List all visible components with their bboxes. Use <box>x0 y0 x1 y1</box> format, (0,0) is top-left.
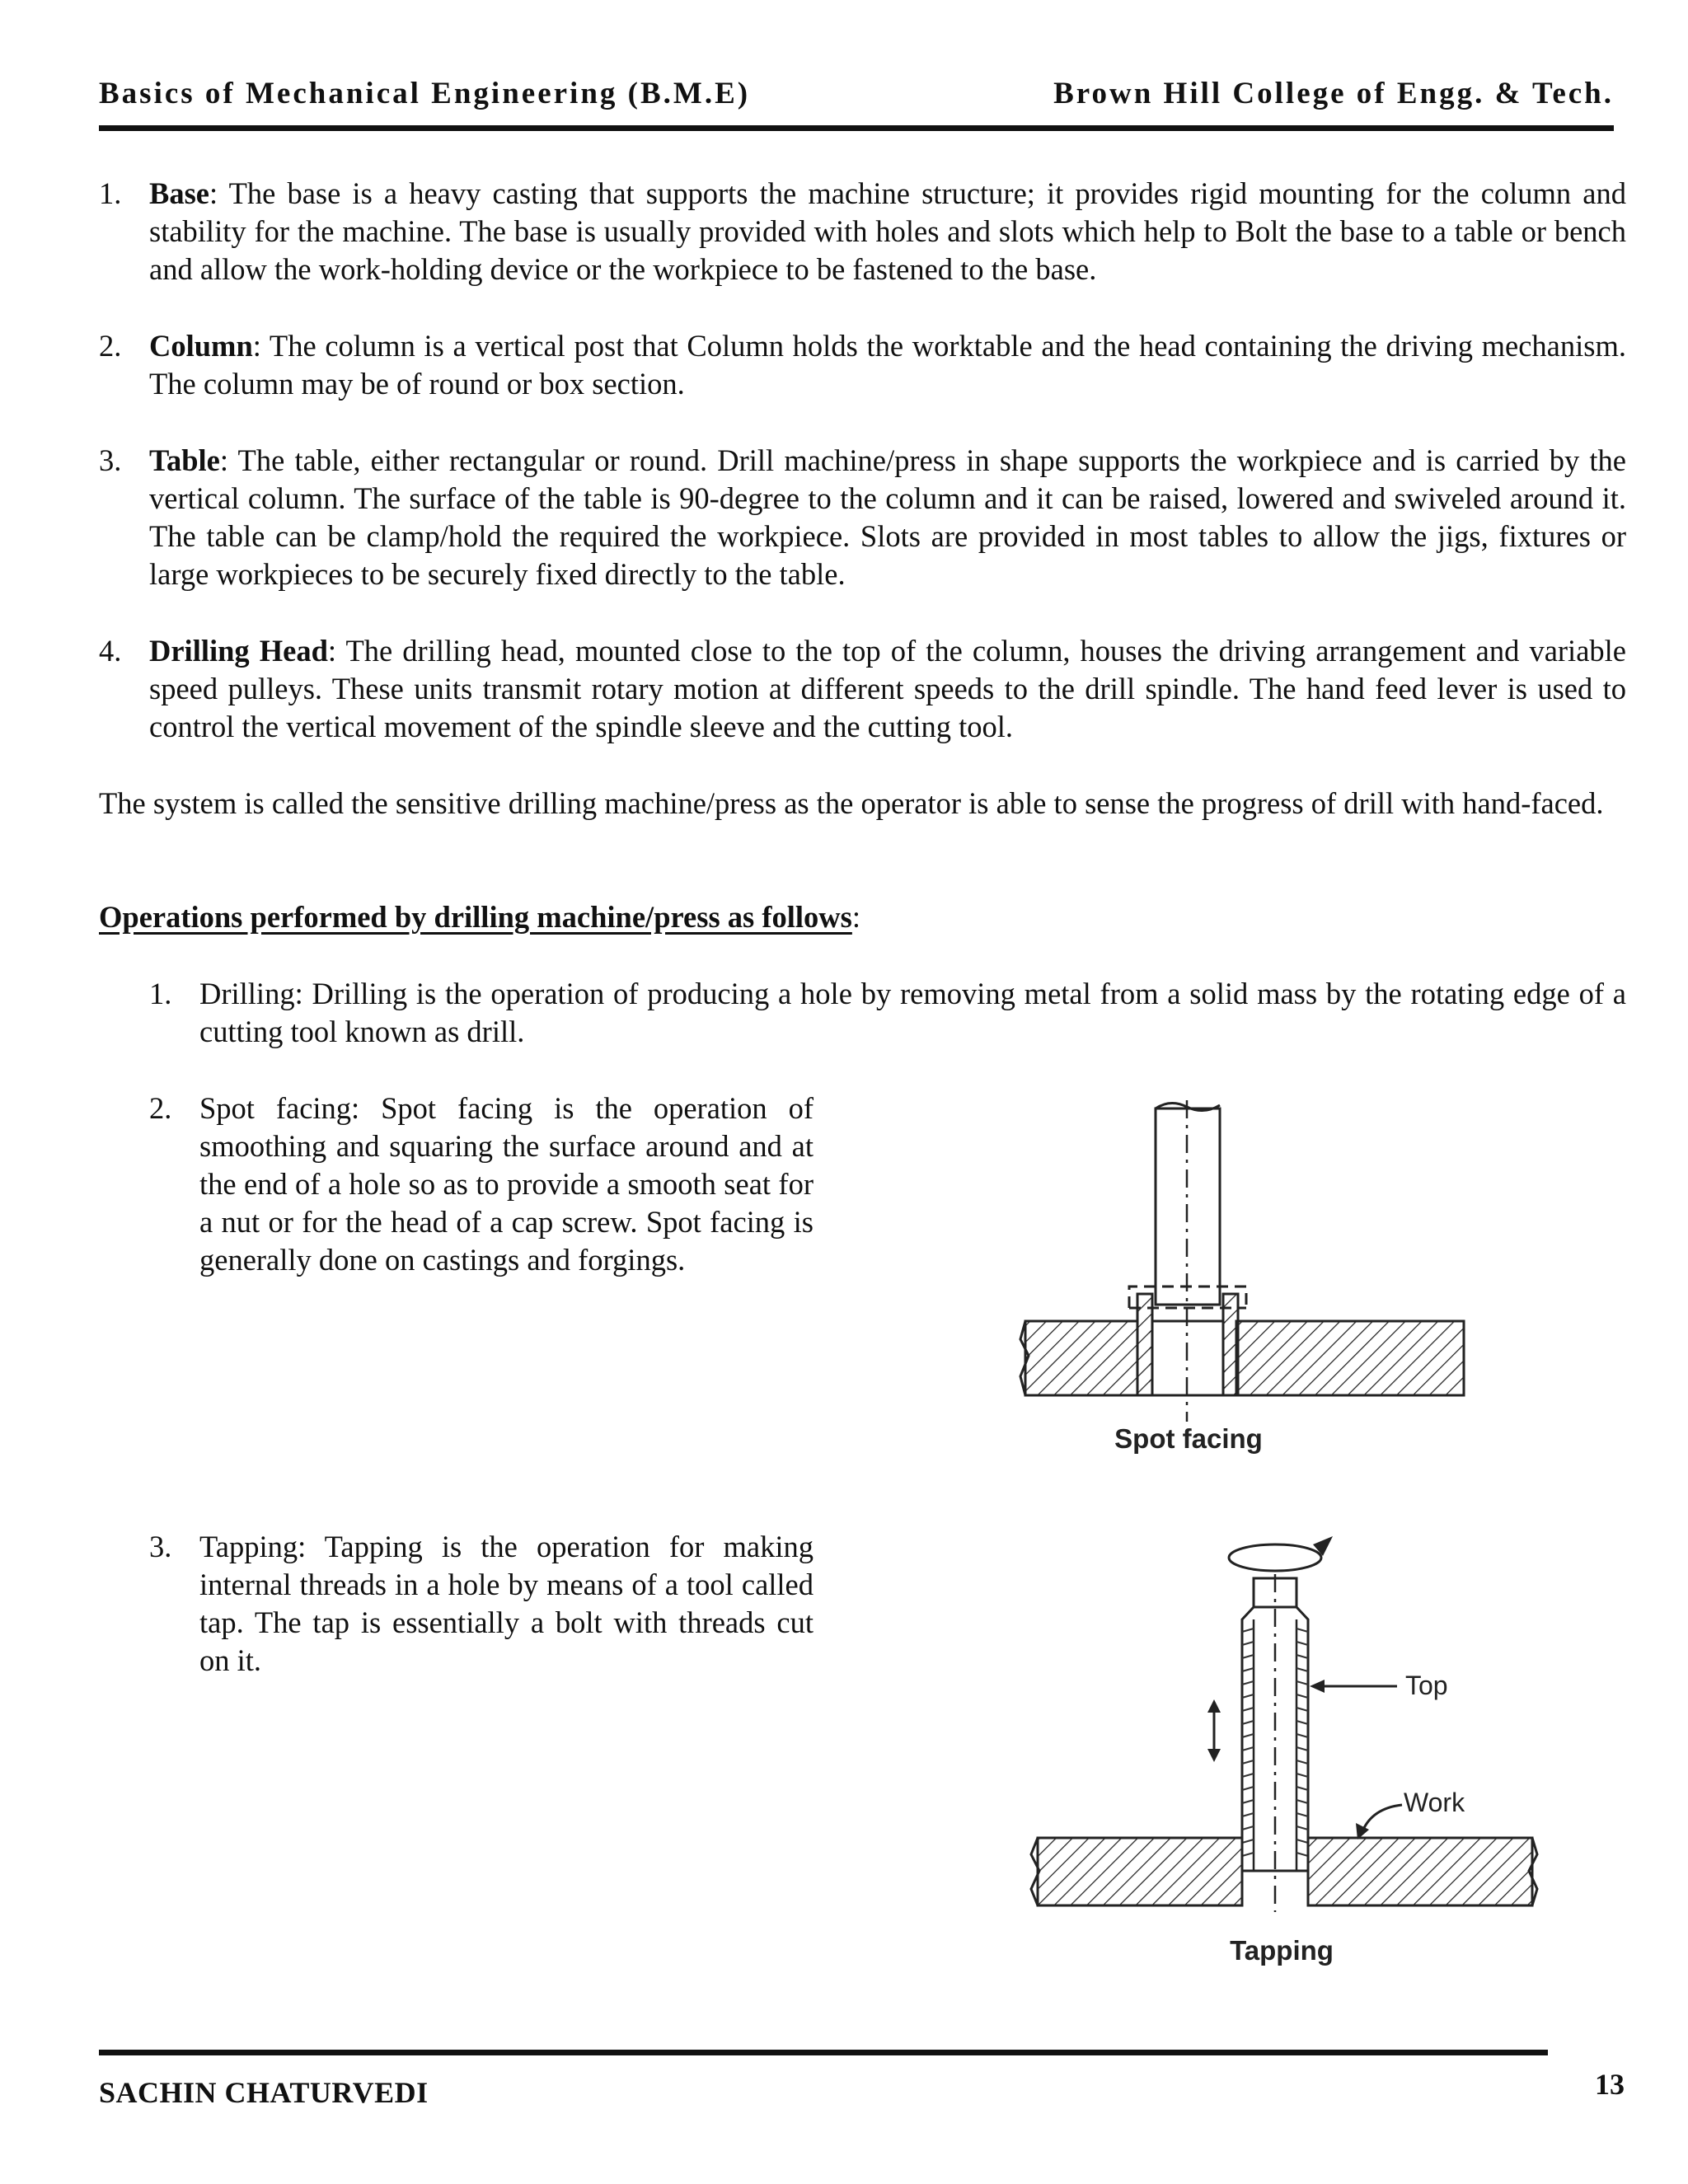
part-term: Base <box>149 176 209 210</box>
part-column <box>149 327 1626 403</box>
part-number: 3. <box>99 443 122 477</box>
footer-divider <box>99 2050 1548 2055</box>
rotation-arrow-icon <box>1229 1536 1333 1571</box>
part-text: : The base is a heavy casting that supports the machine structure; it provides rigid mounting for the column and stability for the machine. The base is usually provided with holes and slots which help to Bolt the base to a table or bench and allow the work-holding device or the workpiece to be fastened to the base. <box>149 176 1626 286</box>
tap-callout <box>1310 1671 1448 1700</box>
part-number: 1. <box>99 176 122 210</box>
tapping-caption: Tapping <box>1230 1935 1334 1966</box>
spot-facing-caption: Spot facing <box>1114 1423 1263 1454</box>
part-table <box>149 442 1626 593</box>
tapping-diagram <box>1026 1525 1554 1978</box>
operation-number: 3. <box>149 1530 172 1563</box>
operation-number: 1. <box>149 977 172 1010</box>
feed-arrow-icon <box>1207 1699 1221 1762</box>
part-text: : The column is a vertical post that Column holds the worktable and the head containing the driving mechanism. The column may be of round or box section. <box>149 329 1626 401</box>
part-drilling-head <box>149 632 1626 746</box>
part-number: 4. <box>99 634 122 668</box>
footer-author: SACHIN CHATURVEDI <box>99 2076 429 2109</box>
header-college-name: Brown Hill College of Engg. & Tech. <box>1053 77 1614 110</box>
page-number: 13 <box>1595 2068 1625 2101</box>
header-course-title: Basics of Mechanical Engineering (B.M.E) <box>99 77 751 110</box>
operations-heading <box>99 898 860 936</box>
part-base <box>149 175 1626 288</box>
spot-facing-diagram <box>1014 1092 1475 1455</box>
operation-number: 2. <box>149 1091 172 1125</box>
part-term: Table <box>149 443 220 477</box>
summary-paragraph: The system is called the sensitive drilling machine/press as the operator is able to sense the progress of drill with hand-faced. <box>99 786 1604 820</box>
work-callout <box>1356 1788 1465 1840</box>
operations-heading-colon: : <box>851 900 861 934</box>
page-header <box>99 76 1614 109</box>
part-text: : The drilling head, mounted close to the top of the column, houses the driving arrangement and variable speed pulleys. These units transmit rotary motion at different speeds to the drill spindle. The hand feed lever is used to control the vertical movement of the spindle sleeve and the cutting tool. <box>149 634 1626 743</box>
part-term: Drilling Head <box>149 634 328 668</box>
tap-label: Top <box>1405 1671 1448 1700</box>
tap-tool <box>1242 1574 1308 1912</box>
operation-spot-facing: Spot facing: Spot facing is the operation of smoothing and squaring the surface around and at the end of a hole so as to provide a smooth seat for a nut or for the head of a cap screw. Spot facing is generally done on castings and forgings. <box>199 1091 814 1277</box>
header-divider <box>99 125 1614 131</box>
part-text: : The table, either rectangular or round. Drill machine/press in shape supports the workpiece and is carried by the vertical column. The surface of the table is 90-degree to the column and it can be raised, lowered and swiveled around it. The table can be clamp/hold the required the workpiece. Slots are provided in most tables to allow the jigs, fixtures or large workpieces to be securely fixed directly to the table. <box>149 443 1626 591</box>
operation-drilling: Drilling: Drilling is the operation of producing a hole by removing metal from a solid mass by the rotating edge of a cutting tool known as drill. <box>199 977 1626 1048</box>
operation-tapping: Tapping: Tapping is the operation for making internal threads in a hole by means of a tool called tap. The tap is essentially a bolt with threads cut on it. <box>199 1530 814 1677</box>
operations-heading-text: Operations performed by drilling machine/press as follows <box>99 900 852 934</box>
part-term: Column <box>149 329 253 363</box>
work-label: Work <box>1404 1788 1465 1817</box>
part-number: 2. <box>99 329 122 363</box>
